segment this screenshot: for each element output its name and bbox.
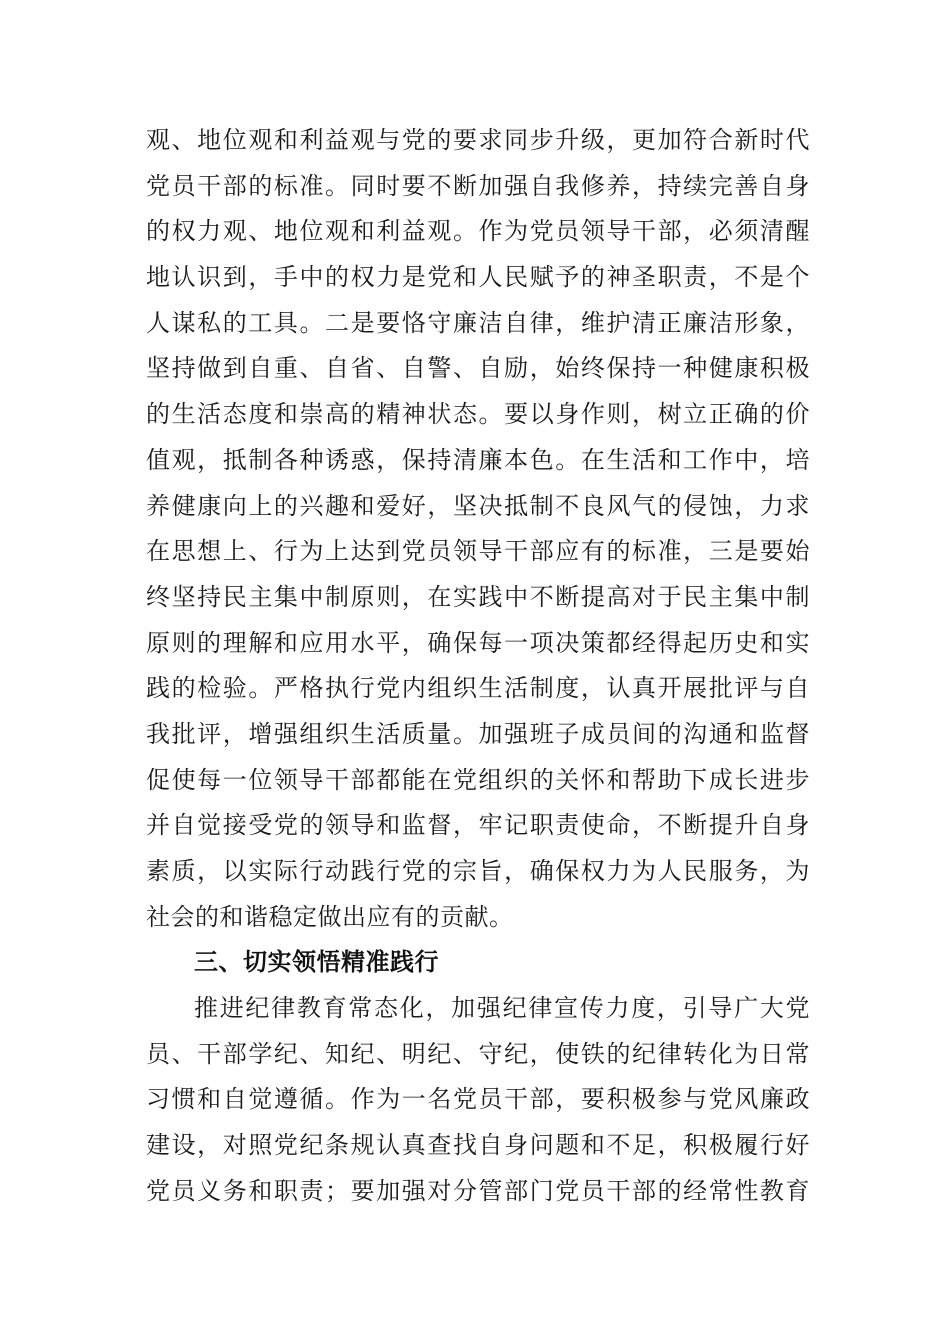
paragraph-line: 观、地位观和利益观与党的要求同步升级，更加符合新时代 bbox=[146, 126, 810, 154]
paragraph-line: 党员干部的标准。同时要不断加强自我修养，持续完善自身 bbox=[146, 171, 810, 200]
paragraph-line: 值观，抵制各种诱惑，保持清廉本色。在生活和工作中，培 bbox=[146, 445, 810, 474]
paragraph-line: 人谋私的工具。二是要恪守廉洁自律，维护清正廉洁形象， bbox=[146, 308, 810, 337]
paragraph-line: 地认识到，手中的权力是党和人民赋予的神圣职责，不是个 bbox=[146, 263, 810, 292]
paragraph-line: 践的检验。严格执行党内组织生活制度，认真开展批评与自 bbox=[146, 674, 810, 703]
paragraph-line: 促使每一位领导干部都能在党组织的关怀和帮助下成长进步 bbox=[146, 765, 810, 794]
paragraph-line: 我批评，增强组织生活质量。加强班子成员间的沟通和监督 bbox=[146, 719, 810, 748]
paragraph-line: 建设，对照党纪条规认真查找自身问题和不足，积极履行好 bbox=[146, 1131, 810, 1160]
paragraph-line: 在思想上、行为上达到党员领导干部应有的标准，三是要始 bbox=[146, 537, 810, 566]
paragraph-line: 终坚持民主集中制原则，在实践中不断提高对于民主集中制 bbox=[146, 582, 810, 611]
paragraph-line: 习惯和自觉遵循。作为一名党员干部，要积极参与党风廉政 bbox=[146, 1085, 810, 1114]
paragraph-line: 员、干部学纪、知纪、明纪、守纪，使铁的纪律转化为日常 bbox=[146, 1039, 810, 1068]
document-body bbox=[146, 118, 810, 1215]
paragraph-line: 素质，以实际行动践行党的宗旨，确保权力为人民服务，为 bbox=[146, 857, 810, 885]
paragraph-line: 党员义务和职责；要加强对分管部门党员干部的经常性教育 bbox=[146, 1176, 810, 1205]
section-heading: 三、切实领悟精准践行 bbox=[194, 948, 439, 977]
paragraph-line: 的权力观、地位观和利益观。作为党员领导干部，必须清醒 bbox=[146, 217, 810, 246]
paragraph-line-last: 社会的和谐稳定做出应有的贡献。 bbox=[146, 902, 514, 931]
paragraph-line-first: 推进纪律教育常态化，加强纪律宣传力度，引导广大党 bbox=[194, 994, 810, 1023]
paragraph-line: 并自觉接受党的领导和监督，牢记职责使命，不断提升自身 bbox=[146, 811, 810, 840]
paragraph-line: 养健康向上的兴趣和爱好，坚决抵制不良风气的侵蚀，力求 bbox=[146, 491, 810, 520]
paragraph-line: 坚持做到自重、自省、自警、自励，始终保持一种健康积极 bbox=[146, 354, 810, 383]
paragraph-line: 原则的理解和应用水平，确保每一项决策都经得起历史和实 bbox=[146, 628, 810, 657]
paragraph-line: 的生活态度和崇高的精神状态。要以身作则，树立正确的价 bbox=[146, 400, 810, 429]
